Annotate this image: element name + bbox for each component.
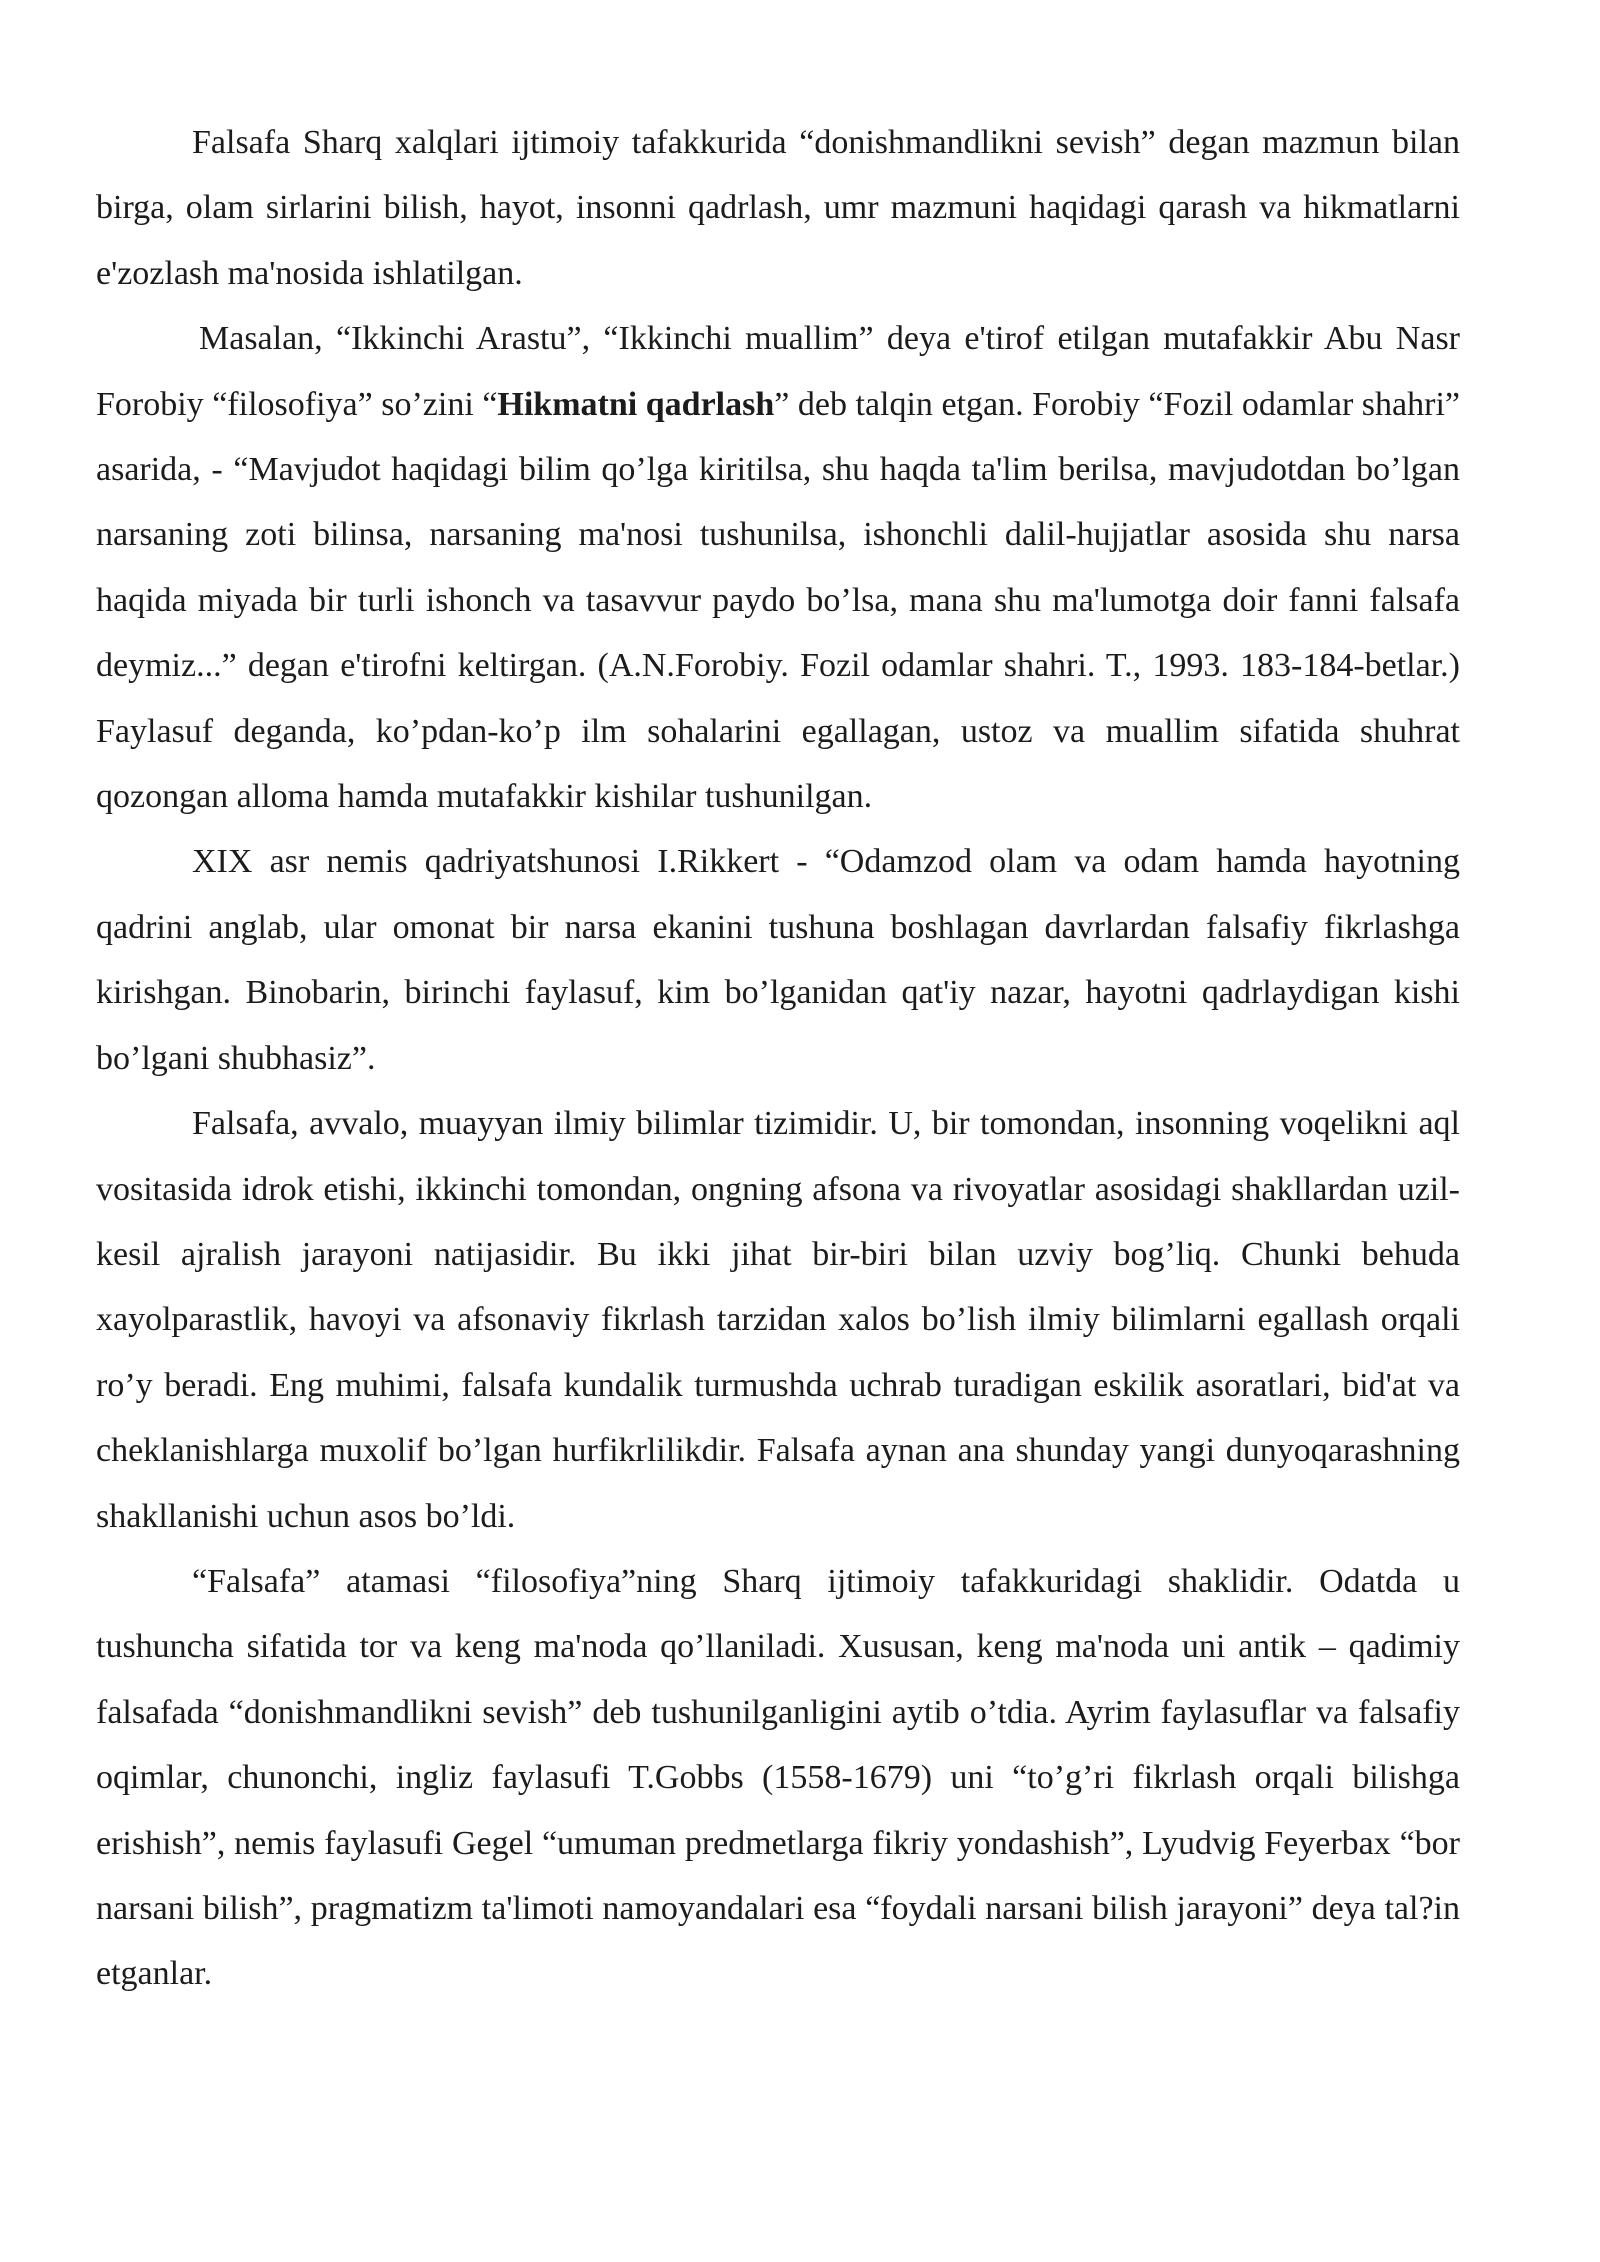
paragraph-forobiy-text-start: Masalan, “Ikkinchi Arastu”, “Ikkinchi muallim” deya e'tirof etilgan mutafakkir Abu Nasr Forobiy “filosofiya” so’zini “	[96, 320, 1460, 423]
paragraph-forobiy	[96, 306, 1460, 829]
paragraph-term-falsafa: “Falsafa” atamasi “filosofiya”ning Sharq ijtimoiy tafakkuridagi shaklidir. Odatda u tushuncha sifatida tor va keng ma'noda qo’llaniladi. Xususan, keng ma'noda uni antik – qadimiy falsafada “donishmandlikni sevish” deb tushunilganligini aytib o’tdia. Ayrim faylasuflar va falsafiy oqimlar, chunonchi, ingliz faylasufi T.Gobbs (1558-1679) uni “to’g’ri fikrlash orqali bilishga erishish”, nemis faylasufi Gegel “umuman predmetlarga fikriy yondashish”, Lyudvig Feyerbax “bor narsani bilish”, pragmatizm ta'limoti namoyandalari esa “foydali narsani bilish jarayoni” deya tal?in etganlar.	[96, 1562, 1460, 1993]
paragraph-rikkert: XIX asr nemis qadriyatshunosi I.Rikkert - “Odamzod olam va odam hamda hayotning qadrini anglab, ular omonat bir narsa ekanini tushuna boshlagan davrlardan falsafiy fikrlashga kirishgan. Binobarin, birinchi faylasuf, kim bo’lganidan qat'iy nazar, hayotni qadrlaydigan kishi bo’lgani shubhasiz”.	[96, 843, 1460, 1077]
paragraph-scientific-knowledge: Falsafa, avvalo, muayyan ilmiy bilimlar tizimidir. U, bir tomondan, insonning voqelikni aql vositasida idrok etishi, ikkinchi tomondan, ongning afsona va rivoyatlar asosidagi shakllardan uzil-kesil ajralish jarayoni natijasidir. Bu ikki jihat bir-biri bilan uzviy bog’liq. Chunki behuda xayolparastlik, havoyi va afsonaviy fikrlash tarzidan xalos bo’lish ilmiy bilimlarni egallash orqali ro’y beradi. Eng muhimi, falsafa kundalik turmushda uchrab turadigan eskilik asoratlari, bid'at va cheklanishlarga muxolif bo’lgan hurfikrlilikdir. Falsafa aynan ana shunday yangi dunyoqarashning shakllanishi uchun asos bo’ldi.	[96, 1105, 1460, 1535]
paragraph-forobiy-bold-term: Hikmatni qadrlash	[497, 385, 775, 423]
paragraph-falsafa-definition: Falsafa Sharq xalqlari ijtimoiy tafakkurida “donishmandlikni sevish” degan mazmun bilan birga, olam sirlarini bilish, hayot, insonni qadrlash, umr mazmuni haqidagi qarash va hikmatlarni e'zozlash ma'nosida ishlatilgan.	[96, 124, 1460, 292]
paragraph-forobiy-text-end: ” deb talqin etgan. Forobiy “Fozil odamlar shahri” asarida, - “Mavjudot haqidagi bilim qo’lga kiritilsa, shu haqda ta'lim berilsa, mavjudotdan bo’lgan narsaning zoti bilinsa, narsaning ma'nosi tushunilsa, ishonchli dalil-hujjatlar asosida shu narsa haqida miyada bir turli ishonch va tasavvur paydo bo’lsa, mana shu ma'lumotga doir fanni falsafa deymiz...” degan e'tirofni keltirgan. (A.N.Forobiy. Fozil odamlar shahri. T., 1993. 183-184-betlar.) Faylasuf deganda, ko’pdan-ko’p ilm sohalarini egallagan, ustoz va muallim sifatida shuhrat qozongan alloma hamda mutafakkir kishilar tushunilgan.	[96, 385, 1460, 816]
